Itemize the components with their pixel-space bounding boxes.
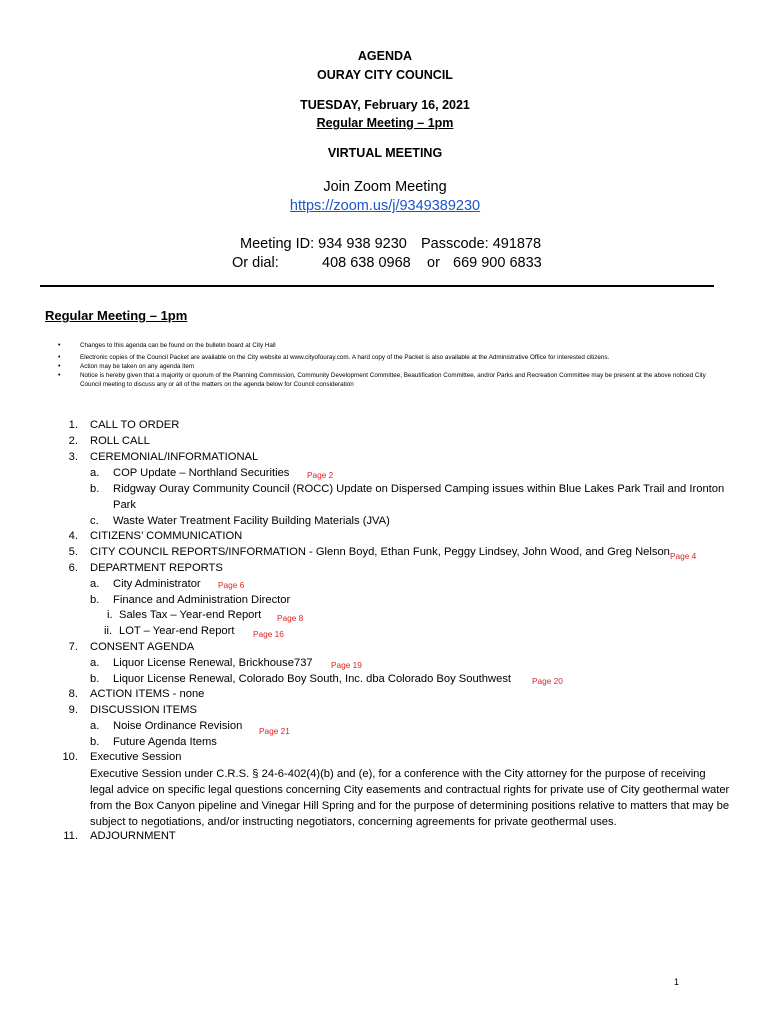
page-ref: Page 20 <box>532 676 563 686</box>
item-number: 10. <box>62 751 78 763</box>
sub-item-roman: ii. <box>104 625 113 637</box>
page-ref: Page 6 <box>218 580 245 590</box>
sub-item-letter: a. <box>90 578 100 590</box>
page-ref: Page 16 <box>253 629 284 639</box>
item-discussion-items: DISCUSSION ITEMS <box>90 704 197 716</box>
item-number: 7. <box>68 641 78 653</box>
dial-or: or <box>427 255 440 271</box>
item-number: 3. <box>68 451 78 463</box>
item-future-agenda: Future Agenda Items <box>113 736 217 748</box>
zoom-link[interactable]: https://zoom.us/j/9349389230 <box>289 198 481 214</box>
sub-item-letter: c. <box>90 515 99 527</box>
item-noise-ordinance: Noise Ordinance Revision <box>113 720 243 732</box>
passcode: Passcode: 491878 <box>421 236 542 252</box>
page-number: 1 <box>674 977 680 987</box>
page-ref: Page 2 <box>307 470 334 480</box>
meeting-id: Meeting ID: 934 938 9230 <box>240 236 407 252</box>
dial-number-1: 408 638 0968 <box>322 255 411 271</box>
item-rocc-update-cont: Park <box>113 499 137 511</box>
item-roll-call: ROLL CALL <box>90 435 150 447</box>
meeting-date: TUESDAY, February 16, 2021 <box>300 98 470 112</box>
note-item: • Action may be taken on any agenda item <box>58 362 718 371</box>
item-consent-agenda: CONSENT AGENDA <box>90 641 195 653</box>
sub-item-letter: b. <box>90 673 100 685</box>
item-cop-update: COP Update – Northland Securities <box>113 467 290 479</box>
item-number: 4. <box>68 530 78 542</box>
page-ref: Page 8 <box>277 613 304 623</box>
page-ref: Page 19 <box>331 660 362 670</box>
virtual-meeting-label: VIRTUAL MEETING <box>327 146 443 160</box>
item-action-items: ACTION ITEMS - none <box>90 688 205 700</box>
separator-line <box>40 285 714 287</box>
section-title: Regular Meeting – 1pm <box>45 308 188 323</box>
notes-list <box>58 341 718 389</box>
item-number: 11. <box>63 830 78 842</box>
executive-session-description: Executive Session under C.R.S. § 24-6-402(4)(b) and (e), for a conference with the City attorney for the purpose of receiving legal advice on specific legal questions concerning City easements and contractual rights for private use of City geothermal water from the Box Canyon pipeline and Vinegar Hill Spring and for the purpose of determining positions relative to matters that may be subject to negotiations, and/or instructing negotiators, concerning agreements for private geothermal uses. <box>90 768 730 828</box>
item-finance-director: Finance and Administration Director <box>113 594 291 606</box>
meeting-time: Regular Meeting – 1pm <box>316 116 454 130</box>
item-council-reports: CITY COUNCIL REPORTS/INFORMATION - Glenn Boyd, Ethan Funk, Peggy Lindsey, John Wood, and Greg Nelson <box>90 546 670 558</box>
sub-item-letter: a. <box>90 467 100 479</box>
page-ref: Page 4 <box>670 551 697 561</box>
item-sales-tax: Sales Tax – Year-end Report <box>119 609 262 621</box>
item-number: 9. <box>68 704 78 716</box>
item-number: 8. <box>68 688 78 700</box>
item-city-administrator: City Administrator <box>113 578 201 590</box>
sub-item-letter: b. <box>90 736 100 748</box>
sub-item-letter: b. <box>90 483 100 495</box>
item-wastewater: Waste Water Treatment Facility Building Materials (JVA) <box>113 515 390 527</box>
item-number: 6. <box>68 562 78 574</box>
item-executive-session: Executive Session <box>90 751 182 763</box>
item-call-to-order: CALL TO ORDER <box>90 419 180 431</box>
item-liquor-colorado-boy: Liquor License Renewal, Colorado Boy South, Inc. dba Colorado Boy Southwest <box>113 673 512 685</box>
council-title: OURAY CITY COUNCIL <box>317 68 453 82</box>
zoom-join-label: Join Zoom Meeting <box>323 179 447 195</box>
item-adjournment: ADJOURNMENT <box>90 830 176 842</box>
item-liquor-brickhouse: Liquor License Renewal, Brickhouse737 <box>113 657 313 669</box>
page-ref: Page 21 <box>259 726 290 736</box>
note-item: • Electronic copies of the Council Packet are available on the City website at www.cityofouray.com. A hard copy of the Packet is also available at the Administrative Office for interested citizens. <box>58 353 718 362</box>
item-number: 2. <box>68 435 78 447</box>
item-ceremonial: CEREMONIAL/INFORMATIONAL <box>90 451 259 463</box>
item-department-reports: DEPARTMENT REPORTS <box>90 562 223 574</box>
agenda-title: AGENDA <box>357 49 413 63</box>
item-number: 1. <box>68 419 78 431</box>
item-number: 5. <box>68 546 78 558</box>
sub-item-letter: b. <box>90 594 100 606</box>
sub-item-letter: a. <box>90 657 100 669</box>
dial-number-2: 669 900 6833 <box>453 255 542 271</box>
item-lot-report: LOT – Year-end Report <box>119 625 235 637</box>
dial-label: Or dial: <box>232 255 279 271</box>
note-item: • Changes to this agenda can be found on the bulletin board at City Hall <box>58 341 718 350</box>
sub-item-letter: a. <box>90 720 100 732</box>
item-citizens-communication: CITIZENS’ COMMUNICATION <box>90 530 243 542</box>
sub-item-roman: i. <box>107 609 113 621</box>
note-item: • Notice is hereby given that a majority or quorum of the Planning Commission, Community Development Committee, Beautification Committee, and/or Parks and Recreation Committee may be present at the above noticed City Council meeting to discuss any or all of the matters on the agenda below for Council consideration <box>58 371 718 389</box>
item-rocc-update: Ridgway Ouray Community Council (ROCC) Update on Dispersed Camping issues within Blue Lakes Park Trail and Ironton <box>113 483 725 495</box>
